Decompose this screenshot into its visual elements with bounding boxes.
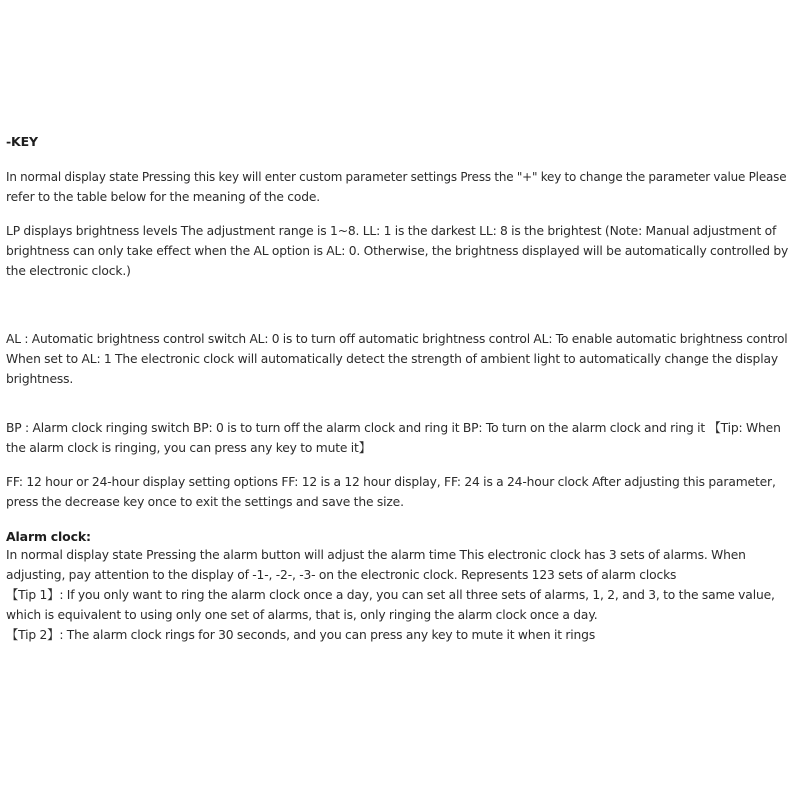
ff-paragraph [6,472,786,512]
al-paragraph [6,329,786,389]
alarm-paragraph [6,545,786,645]
lp-paragraph [6,221,789,281]
instruction-document [6,0,794,800]
lp-line: the electronic clock.) [6,264,131,278]
alarm-line: adjusting, pay attention to the display of -1-, -2-, -3- on the electronic clock. Represents 123 sets of alarm clocks [6,568,677,582]
ff-line: FF: 12 hour or 24-hour display setting options FF: 12 is a 12 hour display, FF: 24 is a 24-hour clock After adjusting this parameter, [6,475,776,489]
alarm-tip-1: 【Tip 1】: If you only want to ring the alarm clock once a day, you can set all three sets of alarms, 1, 2, and 3, to the same value, [6,588,775,602]
al-line: brightness. [6,372,74,386]
key-intro-line: refer to the table below for the meaning of the code. [6,190,321,204]
alarm-tip-2: 【Tip 2】: The alarm clock rings for 30 seconds, and you can press any key to mute it when it rings [6,628,596,642]
lp-line: brightness can only take effect when the AL option is AL: 0. Otherwise, the brightness displayed will be automatically controlled by [6,244,789,258]
alarm-heading: Alarm clock: [6,529,91,544]
lp-line: LP displays brightness levels The adjustment range is 1~8. LL: 1 is the darkest LL: 8 is the brightest (Note: Manual adjustment of [6,224,777,238]
al-line: AL : Automatic brightness control switch AL: 0 is to turn off automatic brightness control AL: To enable automatic brightness control [6,332,788,346]
key-intro-line: In normal display state Pressing this key will enter custom parameter settings Press the "+" key to change the parameter value Please [6,170,787,184]
bp-line: BP : Alarm clock ringing switch BP: 0 is to turn off the alarm clock and ring it BP: To turn on the alarm clock and ring it 【Tip: When [6,421,781,435]
al-line: When set to AL: 1 The electronic clock will automatically detect the strength of ambient light to automatically change the display [6,352,778,366]
alarm-tip-1-continued: which is equivalent to using only one set of alarms, that is, only ringing the alarm clock once a day. [6,608,598,622]
bp-paragraph [6,418,786,458]
alarm-line: In normal display state Pressing the alarm button will adjust the alarm time This electronic clock has 3 sets of alarms. When [6,548,746,562]
bp-line: the alarm clock is ringing, you can press any key to mute it】 [6,441,371,455]
key-intro-paragraph [6,167,786,207]
key-heading: -KEY [6,134,38,149]
ff-line: press the decrease key once to exit the settings and save the size. [6,495,404,509]
